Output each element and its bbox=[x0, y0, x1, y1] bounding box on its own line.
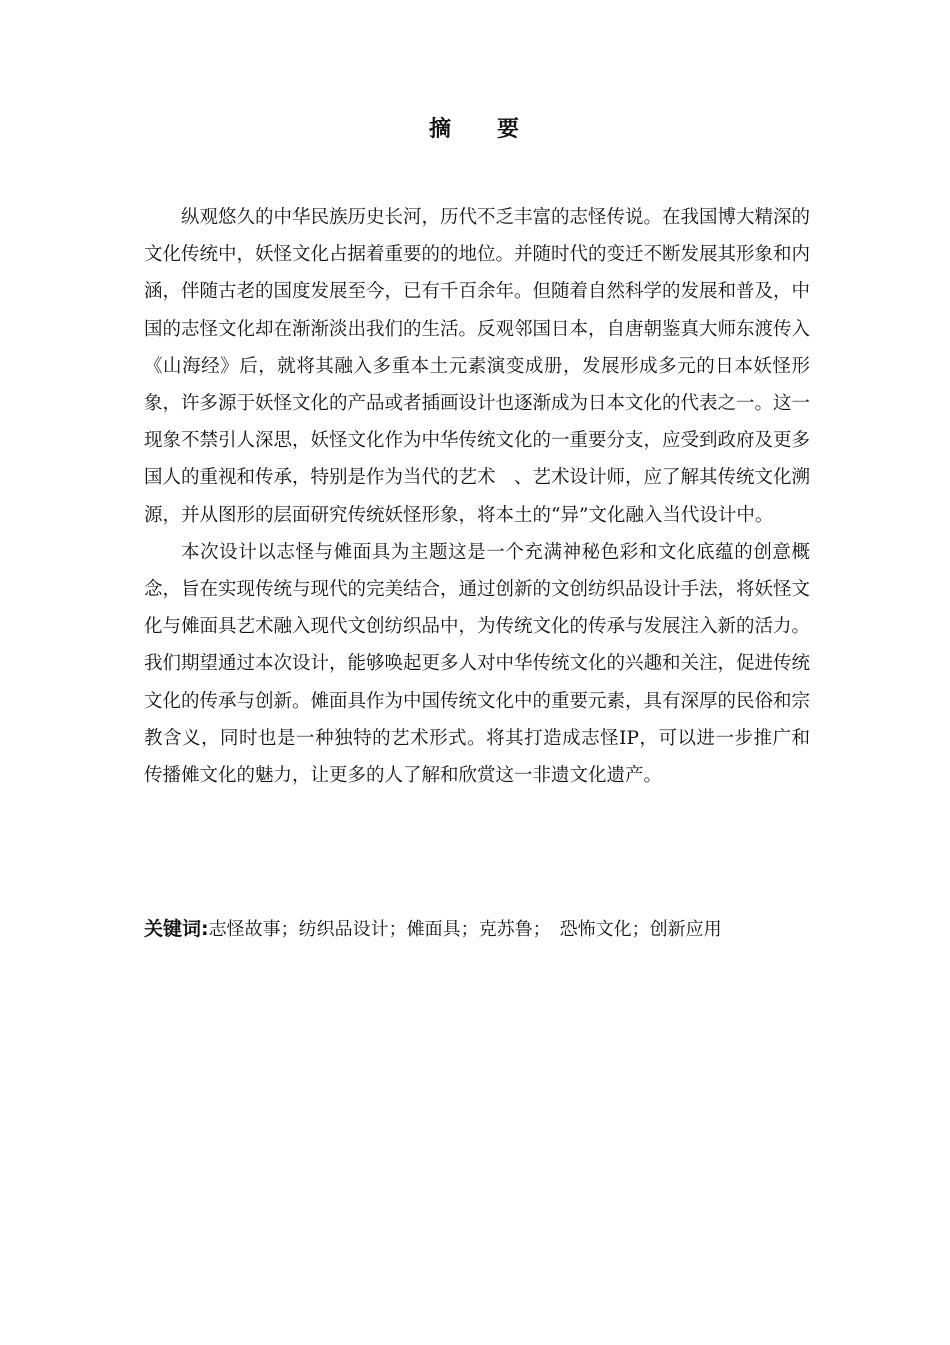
page-title bbox=[0, 112, 950, 143]
keywords-label: 关键词: bbox=[144, 918, 209, 940]
title-char-1: 摘 bbox=[428, 117, 453, 142]
title-char-2: 要 bbox=[497, 117, 522, 142]
keywords-text: 志怪故事；纺织品设计；傩面具；克苏鲁； 恐怖文化；创新应用 bbox=[208, 919, 722, 940]
abstract-body bbox=[144, 199, 810, 794]
abstract-paragraph-2: 本次设计以志怪与傩面具为主题这是一个充满神秘色彩和文化底蕴的创意概念，旨在实现传统与现代的完美结合，通过创新的文创纺织品设计手法，将妖怪文化与傩面具艺术融入现代文创纺织品中，为传统文化的传承与发展注入新的活力。我们期望通过本次设计，能够唤起更多人对中华传统文化的兴趣和关注，促进传统文化的传承与创新。傩面具作为中国传统文化中的重要元素，具有深厚的民俗和宗教含义，同时也是一种独特的艺术形式。将其打造成志怪IP，可以进一步推广和传播傩文化的魅力，让更多的人了解和欣赏这一非遗文化遗产。 bbox=[144, 541, 811, 787]
keywords-line bbox=[144, 912, 810, 947]
abstract-paragraph-1: 纵观悠久的中华民族历史长河，历代不乏丰富的志怪传说。在我国博大精深的文化传统中，妖怪文化占据着重要的的地位。并随时代的变迁不断发展其形象和内涵，伴随古老的国度发展至今，已有千百余年。但随着自然科学的发展和普及，中国的志怪文化却在渐渐淡出我们的生活。反观邻国日本，自唐朝鉴真大师东渡传入《山海经》后，就将其融入多重本土元素演变成册，发展形成多元的日本妖怪形象，许多源于妖怪文化的产品或者插画设计也逐渐成为日本文化的代表之一。这一现象不禁引人深思，妖怪文化作为中华传统文化的一重要分支，应受到政府及更多国人的重视和传承，特别是作为当代的艺术 、艺术设计师，应了解其传统文化溯源，并从图形的层面研究传统妖怪形象，将本土的“异”文化融入当代设计中。 bbox=[144, 207, 811, 526]
